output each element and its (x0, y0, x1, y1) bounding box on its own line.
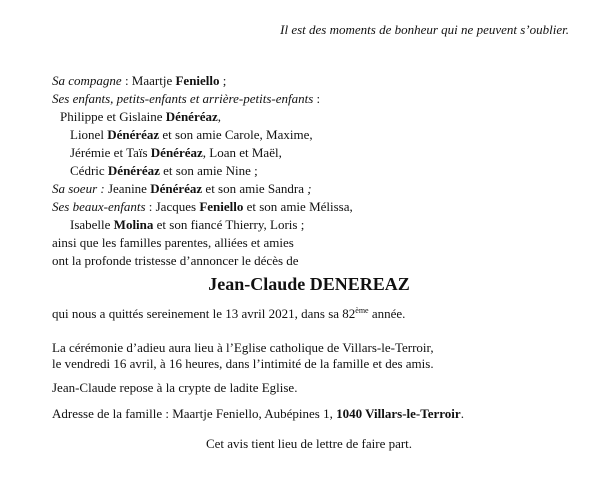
ceremony-line-1: La cérémonie d’adieu aura lieu à l’Eglise catholique de Villars-le-Terroir, (52, 340, 434, 355)
closing-line (0, 436, 602, 452)
surname: Dénéréaz (150, 145, 203, 160)
family-line-philippe (60, 109, 221, 125)
death-date-line (52, 306, 405, 322)
label-sister: Sa soeur : (52, 181, 105, 196)
family-line-children-heading (52, 91, 320, 107)
family-line-lionel (70, 127, 313, 143)
text-segment: qui nous a quittés sereinement le 13 avril 2021, dans sa 82 (52, 306, 356, 321)
text-segment: Lionel (70, 127, 108, 142)
surname: Feniello (199, 199, 244, 214)
surname: Dénéréaz (107, 163, 160, 178)
family-line-announcement: ont la profonde tristesse d’annoncer le décès de (52, 253, 299, 268)
motto-quote: Il est des moments de bonheur qui ne peuvent s’oublier. (280, 22, 569, 37)
text-segment: ; (303, 181, 312, 196)
text-segment: : Jacques (145, 199, 200, 214)
text-segment: Cédric (70, 163, 108, 178)
text-segment: Isabelle (70, 217, 114, 232)
surname: Molina (113, 217, 154, 232)
text-segment: Jérémie et Taïs (70, 145, 151, 160)
text-segment: : (313, 91, 321, 106)
text-segment: . (460, 406, 464, 421)
text-segment: Philippe et Gislaine (60, 109, 166, 124)
family-line-isabelle (70, 217, 304, 233)
text-segment: Jeanine (104, 181, 151, 196)
family-line-jeremie (70, 145, 282, 161)
label-children: Ses enfants, petits-enfants et arrière-petits-enfants (52, 91, 314, 106)
label-stepchildren: Ses beaux-enfants (52, 199, 146, 214)
family-line-relatives: ainsi que les familles parentes, alliées et amies (52, 235, 294, 250)
family-line-stepchildren (52, 199, 353, 215)
text-segment: ; (219, 73, 227, 88)
family-address-line (52, 406, 464, 422)
surname: Dénéréaz (107, 127, 160, 142)
closing-text: Cet avis tient lieu de lettre de faire part. (205, 436, 413, 451)
family-line-partner (52, 73, 226, 89)
family-line-sister (52, 181, 312, 197)
text-segment: : Maartje (121, 73, 176, 88)
surname: Dénéréaz (165, 109, 218, 124)
text-segment: et son amie Mélissa, (243, 199, 353, 214)
text-segment: et son amie Nine ; (159, 163, 258, 178)
text-segment: et son amie Carole, Maxime, (159, 127, 313, 142)
text-segment: année. (368, 306, 406, 321)
label-partner: Sa compagne (52, 73, 122, 88)
address-locality: 1040 Villars-le-Terroir (336, 406, 461, 421)
ordinal-suffix: ème (355, 306, 369, 315)
text-segment: Adresse de la famille : Maartje Feniello, Aubépines 1, (52, 406, 337, 421)
text-segment: et son fiancé Thierry, Loris ; (153, 217, 305, 232)
surname: Dénéréaz (150, 181, 203, 196)
ceremony-line-2: le vendredi 16 avril, à 16 heures, dans l’intimité de la famille et des amis. (52, 356, 434, 371)
rest-place-line: Jean-Claude repose à la crypte de ladite Eglise. (52, 380, 298, 395)
deceased-name-text: Jean-Claude DENEREAZ (208, 274, 410, 294)
family-line-cedric (70, 163, 258, 179)
text-segment: , (217, 109, 222, 124)
text-segment: et son amie Sandra (202, 181, 304, 196)
surname: Feniello (175, 73, 220, 88)
deceased-name (0, 274, 602, 295)
text-segment: , Loan et Maël, (202, 145, 282, 160)
